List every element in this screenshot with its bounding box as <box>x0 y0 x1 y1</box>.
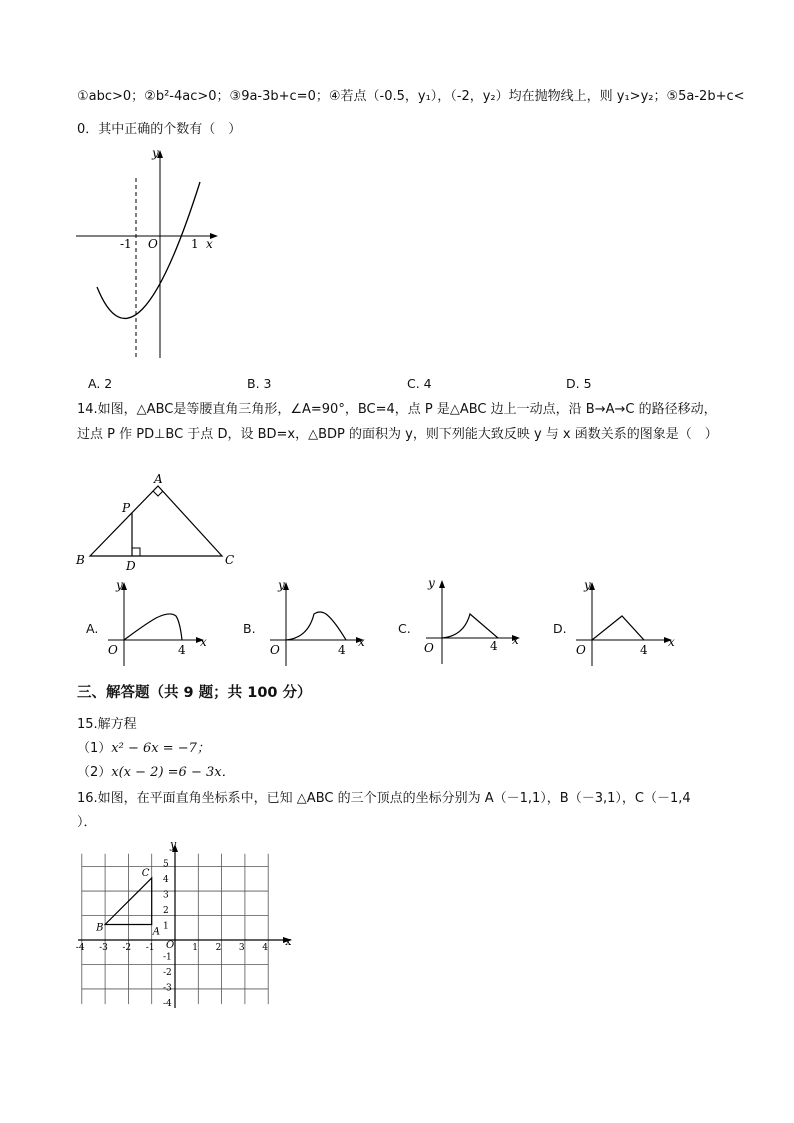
q14-graph-b-origin: O <box>270 643 280 657</box>
q14-label-d: D <box>126 559 136 573</box>
q16-y-tick: 2 <box>163 906 169 916</box>
q13-one-label: 1 <box>191 237 199 251</box>
q13-option-a[interactable]: A. 2 <box>88 376 113 391</box>
q14-graph-a-origin: O <box>108 643 118 657</box>
q16-y-tick: 3 <box>163 890 169 901</box>
q16-x-tick: 1 <box>192 943 199 953</box>
q14-graph-c-y-arrow-icon <box>439 580 445 588</box>
q13-x-label: x <box>206 237 213 251</box>
q15-part-2-label: （2） <box>77 765 112 780</box>
q13-option-c[interactable]: C. 4 <box>407 376 432 391</box>
q14-graph-b <box>264 578 374 673</box>
q14-label-p: P <box>122 501 131 515</box>
q16-y-tick: 4 <box>163 875 169 885</box>
q14-graph-a <box>104 578 214 673</box>
q16-tick-labels <box>76 860 268 1010</box>
q16-y-tick: -1 <box>163 952 172 963</box>
q14-triangle <box>90 486 222 556</box>
q15-title: 15.解方程 <box>77 717 137 732</box>
q14-option-b[interactable]: B. <box>243 621 256 636</box>
q14-graph-d <box>572 578 682 673</box>
q14-graph-c-y-label: y <box>428 576 435 590</box>
q16-question-line2: ）． <box>77 815 97 830</box>
q16-y-tick: 5 <box>163 859 169 870</box>
q14-graph-c-curve <box>442 614 498 638</box>
q16-origin-label: O <box>166 940 175 951</box>
q14-label-b: B <box>76 553 85 567</box>
q14-label-a: A <box>154 472 163 486</box>
q13-parabola-graph <box>72 144 232 364</box>
q14-graph-d-origin: O <box>576 643 586 657</box>
q14-graph-b-curve <box>286 612 346 640</box>
q16-x-label: x <box>285 935 292 948</box>
q14-label-c: C <box>225 553 235 567</box>
q14-graph-c-origin: O <box>424 641 434 655</box>
q14-option-d[interactable]: D. <box>553 621 567 636</box>
q16-point-c-label: C <box>141 868 150 879</box>
q16-x-tick: 2 <box>215 943 222 953</box>
q13-origin-label: O <box>148 237 158 251</box>
q16-y-tick: 1 <box>163 921 169 932</box>
q14-graph-a-four: 4 <box>178 643 186 657</box>
q15-part-2 <box>77 764 235 782</box>
q16-x-tick: 3 <box>238 943 245 953</box>
q14-graph-b-y-label: y <box>278 578 285 592</box>
q13-neg-one-label: -1 <box>120 237 132 251</box>
q13-y-label: y <box>152 146 159 160</box>
q14-graph-c-x-label: x <box>512 633 519 647</box>
q16-y-tick: -3 <box>163 983 172 994</box>
q16-y-tick: -2 <box>163 968 172 978</box>
q14-question-line2: 过点 P 作 PD⊥BC 于点 D，设 BD=x，△BDP 的面积为 y，则下列能大致反映 y 与 x 函数关系的图象是（ ） <box>77 427 718 442</box>
q14-graph-d-curve <box>592 616 644 640</box>
q13-option-d[interactable]: D. 5 <box>566 376 592 391</box>
q14-graph-a-x-label: x <box>200 635 207 649</box>
q13-question: 0．其中正确的个数有（ ） <box>77 122 242 137</box>
q15-part-1-equation: x² − 6x = −7； <box>111 741 210 756</box>
q15-part-1 <box>77 740 210 758</box>
q14-option-a[interactable]: A. <box>86 621 99 636</box>
q15-part-1-label: （1） <box>77 741 112 756</box>
q14-graph-d-y-label: y <box>584 578 591 592</box>
q16-y-tick: -4 <box>163 999 172 1009</box>
q16-point-b-label: B <box>96 922 104 934</box>
q14-graph-b-x-label: x <box>358 635 365 649</box>
q14-graph-d-four: 4 <box>640 643 648 657</box>
q16-x-tick: 4 <box>262 943 268 953</box>
q14-right-angle-mark-d <box>132 548 140 556</box>
section-3-title: 三、解答题（共 9 题；共 100 分） <box>77 685 312 701</box>
q14-graph-d-x-label: x <box>668 635 675 649</box>
q16-question-line1: 16.如图，在平面直角坐标系中，已知 △ABC 的三个顶点的坐标分别为 A（－1,1），B（－3,1），C（－1,4 <box>77 791 691 806</box>
q16-y-label: y <box>170 842 177 851</box>
q14-question-line1: 14.如图，△ABC是等腰直角三角形，∠A=90°，BC=4，点 P 是△ABC 边上一动点，沿 B→A→C 的路径移动， <box>77 402 717 417</box>
q14-option-c[interactable]: C. <box>398 621 411 636</box>
q16-point-a-label: A <box>152 926 160 938</box>
q15-part-2-equation: x(x − 2) =6 − 3x． <box>111 765 235 780</box>
q13-statements: ①abc>0；②b²-4ac>0；③9a-3b+c=0；④若点（-0.5，y₁），（-2，y₂）均在抛物线上，则 y₁>y₂；⑤5a-2b+c< <box>77 89 745 104</box>
q14-triangle-figure <box>70 470 250 575</box>
q14-right-angle-mark-a <box>153 491 163 496</box>
q14-graph-a-y-label: y <box>116 578 123 592</box>
q16-x-tick: -2 <box>122 943 132 953</box>
q16-x-tick: -1 <box>145 943 155 953</box>
q14-graph-c <box>420 576 530 671</box>
q14-graph-b-four: 4 <box>338 643 346 657</box>
q14-graph-c-four: 4 <box>490 639 498 653</box>
q16-x-tick: -3 <box>99 943 108 953</box>
q16-x-tick: -4 <box>75 943 85 953</box>
q14-graph-a-curve <box>124 614 182 640</box>
q16-coordinate-grid <box>70 842 300 1010</box>
q13-option-b[interactable]: B. 3 <box>247 376 272 391</box>
